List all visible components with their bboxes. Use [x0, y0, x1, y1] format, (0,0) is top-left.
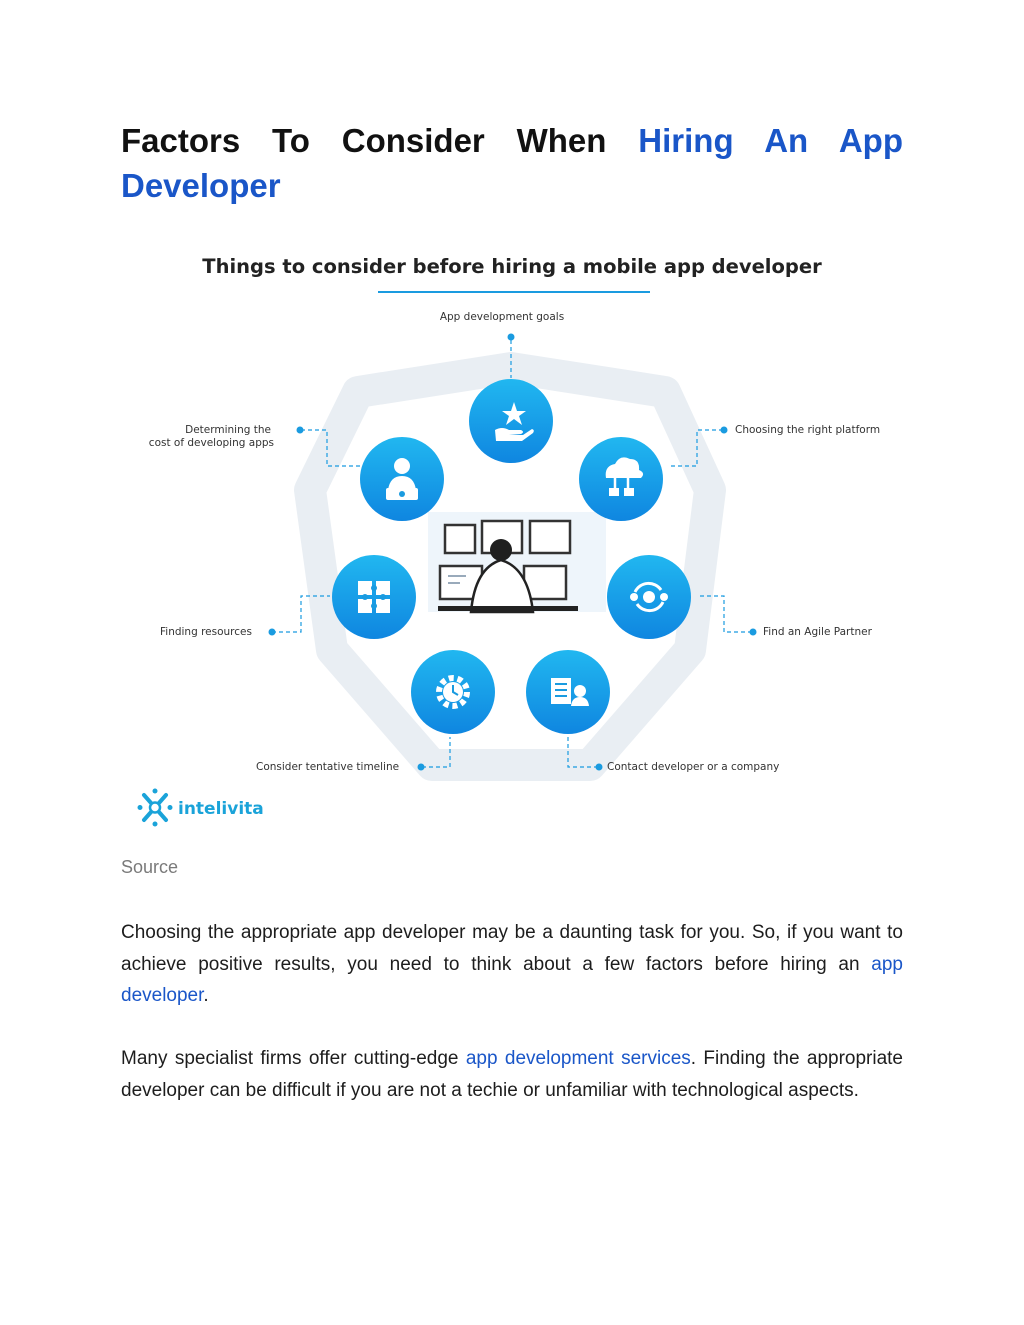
- paragraph-1: [121, 917, 903, 1012]
- infographic-image: [120, 240, 910, 840]
- logo-text: intelivita: [178, 799, 264, 819]
- developer-workstation-icon: [428, 512, 606, 612]
- source-link[interactable]: Source: [121, 857, 179, 877]
- title-part-2: Hiring An App Developer: [121, 122, 903, 204]
- paragraph-1-text: Choosing the appropriate app developer may be a daunting task for you. So, if you want to achieve positive results, you need to think about a few factors before hiring an: [121, 922, 903, 975]
- paragraph-1-end: .: [203, 985, 209, 1006]
- title-part-1: Factors To Consider When: [121, 122, 639, 159]
- page-title: [121, 118, 903, 208]
- label-cost-line1: Determining the: [185, 424, 271, 436]
- app-development-services-link[interactable]: app development services: [465, 1048, 691, 1069]
- label-contact: Contact developer or a company: [607, 761, 780, 773]
- app-developer-link[interactable]: app developer: [121, 953, 903, 1006]
- paragraph-2: [121, 1043, 903, 1106]
- goals-icon: [469, 379, 553, 463]
- cost-icon: [360, 437, 444, 521]
- intelivita-logo: [138, 789, 264, 827]
- contact-company-icon: [526, 650, 610, 734]
- agile-partner-icon: [607, 555, 691, 639]
- label-goals: App development goals: [439, 311, 565, 323]
- label-cost-line2: cost of developing apps: [148, 437, 274, 449]
- paragraph-2-text: Many specialist firms offer cutting-edge: [121, 1048, 466, 1069]
- infographic-heading: Things to consider before hiring a mobile app developer: [202, 255, 822, 278]
- label-agile: Find an Agile Partner: [763, 626, 872, 638]
- label-resources: Finding resources: [160, 626, 252, 638]
- gear-timeline-icon: [411, 650, 495, 734]
- label-platform: Choosing the right platform: [735, 424, 881, 436]
- paragraph-2-end: . Finding the appropriate developer can be difficult if you are not a techie or unfamiliar with technological aspects.: [121, 1048, 903, 1101]
- label-timeline: Consider tentative timeline: [256, 761, 400, 773]
- cloud-platform-icon: [579, 437, 663, 521]
- puzzle-resources-icon: [332, 555, 416, 639]
